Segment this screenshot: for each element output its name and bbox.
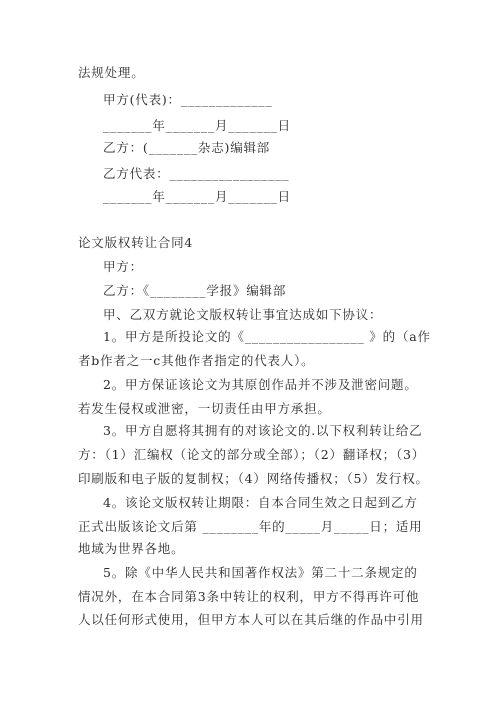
clause-4-line: 正式出版该论文后第 ________年的_____月_____日；适用 bbox=[78, 519, 423, 534]
clause-5-line: 5。除《中华人民共和国著作权法》第二十二条规定的 bbox=[103, 565, 418, 580]
party-b-line: 乙方：(_______杂志)编辑部 bbox=[103, 140, 271, 155]
party-a-representative-line: 甲方(代表)：_____________ bbox=[103, 92, 273, 107]
party-a-line: 甲方： bbox=[103, 259, 143, 274]
clause-1-line: 者b作者之一c其他作者指定的代表人）。 bbox=[78, 353, 315, 368]
clause-1-line: 1。甲方是所投论文的《_________________ 》的（a作 bbox=[103, 329, 431, 344]
clause-3-line: 印刷版和电子版的复制权；（4）网络传播权；（5）发行权。 bbox=[78, 471, 429, 486]
intro-line: 甲、乙双方就论文版权转让事宜达成如下协议： bbox=[103, 307, 383, 322]
clause-2-line: 若发生侵权或泄密，一切责任由甲方承担。 bbox=[78, 401, 331, 416]
clause-3-line: 3。甲方自愿将其拥有的对该论文的.以下权利转让给乙 bbox=[103, 423, 423, 438]
party-b-representative-line: 乙方代表：_________________ bbox=[103, 166, 290, 181]
text-line: 法规处理。 bbox=[78, 65, 145, 80]
date-line: _______年_______月_______日 bbox=[103, 118, 291, 133]
clause-5-line: 人以任何形式使用，但甲方本人可以在其后继的作品中引用 bbox=[78, 612, 424, 627]
clause-5-line: 情况外，在本合同第3条中转让的权利，甲方不得再许可他 bbox=[78, 589, 420, 604]
clause-4-line: 地域为世界各地。 bbox=[78, 541, 185, 556]
date-line: _______年_______月_______日 bbox=[103, 189, 291, 204]
clause-2-line: 2。甲方保证该论文为其原创作品并不涉及泄密问题。 bbox=[103, 377, 418, 392]
section-title: 论文版权转让合同4 bbox=[78, 235, 194, 250]
party-b-line: 乙方：《________学报》编辑部 bbox=[103, 283, 287, 298]
clause-3-line: 方：（1）汇编权（论文的部分或全部）；（2）翻译权；（3） bbox=[78, 447, 426, 462]
clause-4-line: 4。该论文版权转让期限：自本合同生效之日起到乙方 bbox=[103, 495, 418, 510]
